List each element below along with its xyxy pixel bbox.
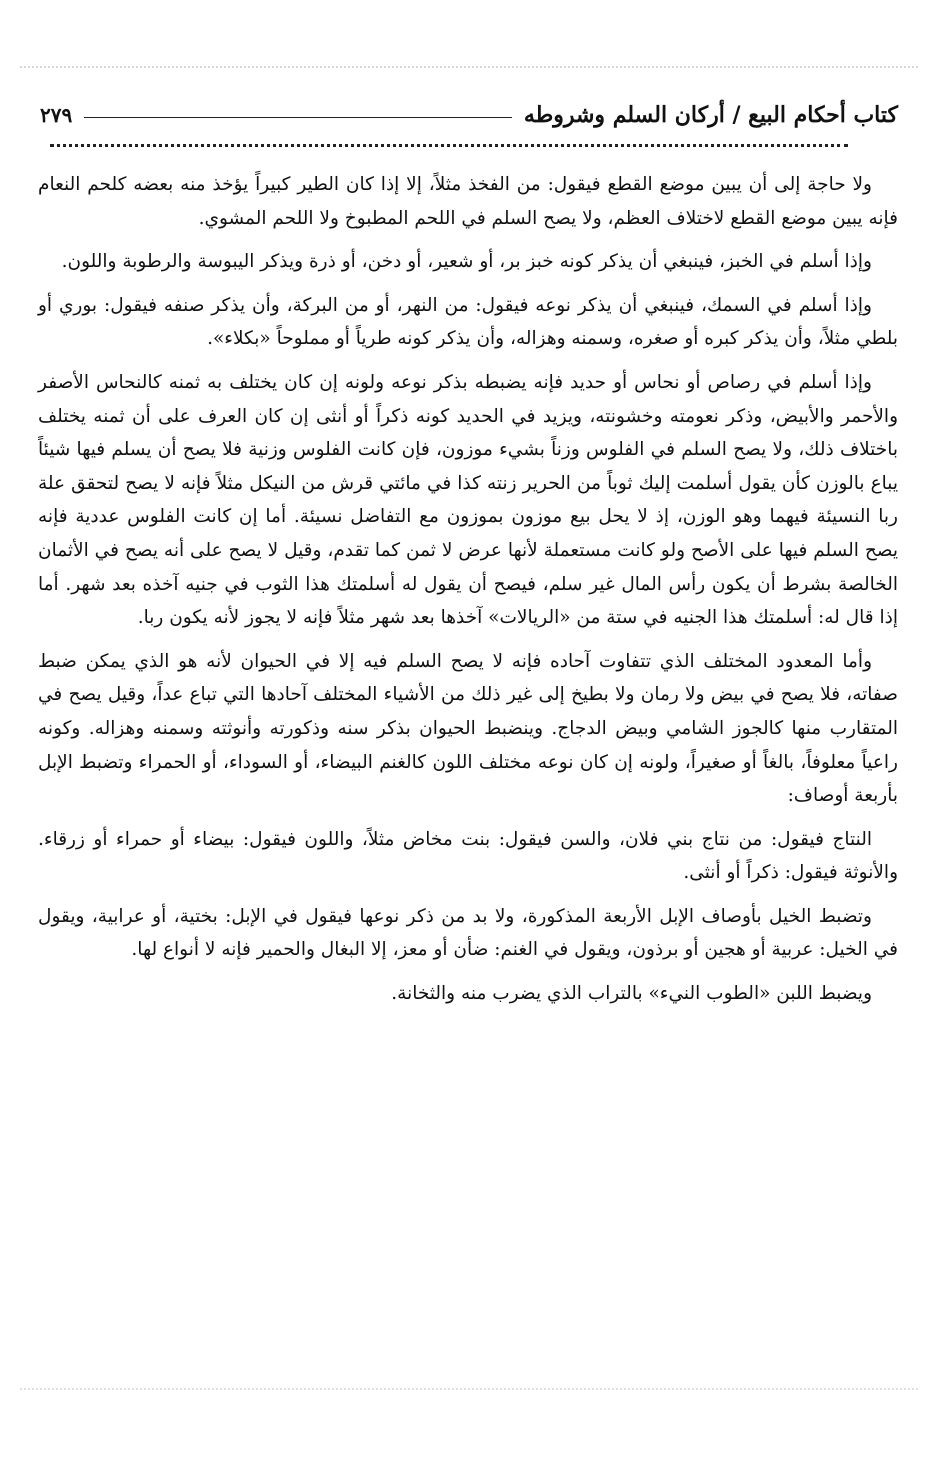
paragraph: وإذا أسلم في السمك، فينبغي أن يذكر نوعه فيقول: من النهر، أو من البركة، وأن يذكر صنفه فيقول: بوري أو بلطي مثلاً، وأن يذكر كبره أو صغره، وسمنه وهزاله، وأن يذكر كونه طرياً أو مملوحاً «بكلاء». [38,294,898,350]
paragraph: ولا حاجة إلى أن يبين موضع القطع فيقول: من الفخذ مثلاً، إلا إذا كان الطير كبيراً يؤخذ منه بعضه كلحم النعام فإنه يبين موضع القطع لاختلاف العظم، ولا يصح السلم في اللحم المطبوخ ولا اللحم المشوي. [38,174,898,229]
dotted-separator [50,144,848,147]
scan-edge-bottom [20,1388,918,1390]
page-header [40,95,898,135]
scan-edge-top [20,66,918,68]
paragraph: وأما المعدود المختلف الذي تتفاوت آحاده فإنه لا يصح السلم فيه إلا في الحيوان لأنه هو الذي يمكن ضبط صفاته، فلا يصح في بيض ولا رمان ولا بطيخ إلى غير ذلك من الأشياء المختلف آحادها التي تباع عداً، وقيل يصح في المتقارب منها كالجوز الشامي وبيض الدجاج. وينضبط الحيوان بذكر سنه وذكورته وأنوثته وسمنه وهزاله. وكونه راعياً معلوفاً، بالغاً أو صغيراً، ولونه إن كان نوعه مختلف اللون كالغنم البيضاء، أو السوداء، أو الحمراء وتضبط الإبل بأربعة أوصاف: [38,650,898,807]
page-number: ٢٧٩ [40,103,73,127]
header-rule [84,117,512,118]
paragraph: وتضبط الخيل بأوصاف الإبل الأربعة المذكورة، ولا بد من ذكر نوعها فيقول في الإبل: بختية، أو عرابية، ويقول في الخيل: عربية أو هجين أو برذون، ويقول في الغنم: ضأن أو معز، إلا البغال والحمير فإنه لا أنواع لها. [38,905,898,961]
page-body [38,168,898,1021]
paragraph: ويضبط اللبن «الطوب النيء» بالتراب الذي يضرب منه والثخانة. [391,983,872,1005]
paragraph: وإذا أسلم في الخبز، فينبغي أن يذكر كونه خبز بر، أو شعير، أو دخن، أو ذرة ويذكر اليبوسة والرطوبة واللون. [61,251,872,273]
paragraph: النتاج فيقول: من نتاج بني فلان، والسن فيقول: بنت مخاض مثلاً، واللون فيقول: بيضاء أو حمراء أو زرقاء. والأنوثة فيقول: ذكراً أو أنثى. [38,828,898,884]
paragraph: وإذا أسلم في رصاص أو نحاس أو حديد فإنه يضبطه بذكر نوعه ولونه إن كان يختلف به ثمنه كالنحاس الأصفر والأحمر والأبيض، وذكر نعومته وخشونته، ويزيد في الحديد كونه ذكراً أو أنثى إن كان العرف على أن ثمنه يختلف باختلاف ذلك، ولا يصح السلم في الفلوس وزناً بشيء موزون، فإن كانت الفلوس وزنية فلا يصح أن يسلم فيها شيئاً يباع بالوزن كأن يقول أسلمت إليك ثوباً من الحرير زنته كذا في مائتي قرش من النيكل مثلاً فإنه لا يصح لتحقق علة ربا النسيئة فيهما وهو الوزن، إذ لا يحل بيع موزون بموزون مع التفاضل نسيئة. أما إن كانت الفلوس عددية فإنه يصح السلم فيها على الأصح ولو كانت مستعملة لأنها عرض لا ثمن كما تقدم، وقيل لا يصح على أنه يصح في الأثمان الخالصة بشرط أن يكون رأس المال غير سلم، فيصح أن يقول له أسلمتك هذا الثوب في جنيه آخذه بعد شهر. أما إذا قال له: أسلمتك هذا الجنيه في ستة من «الريالات» آخذها بعد شهر مثلاً فإنه لا يجوز لأنه يكون ربا. [38,371,898,629]
running-title: كتاب أحكام البيع / أركان السلم وشروطه [523,102,898,128]
